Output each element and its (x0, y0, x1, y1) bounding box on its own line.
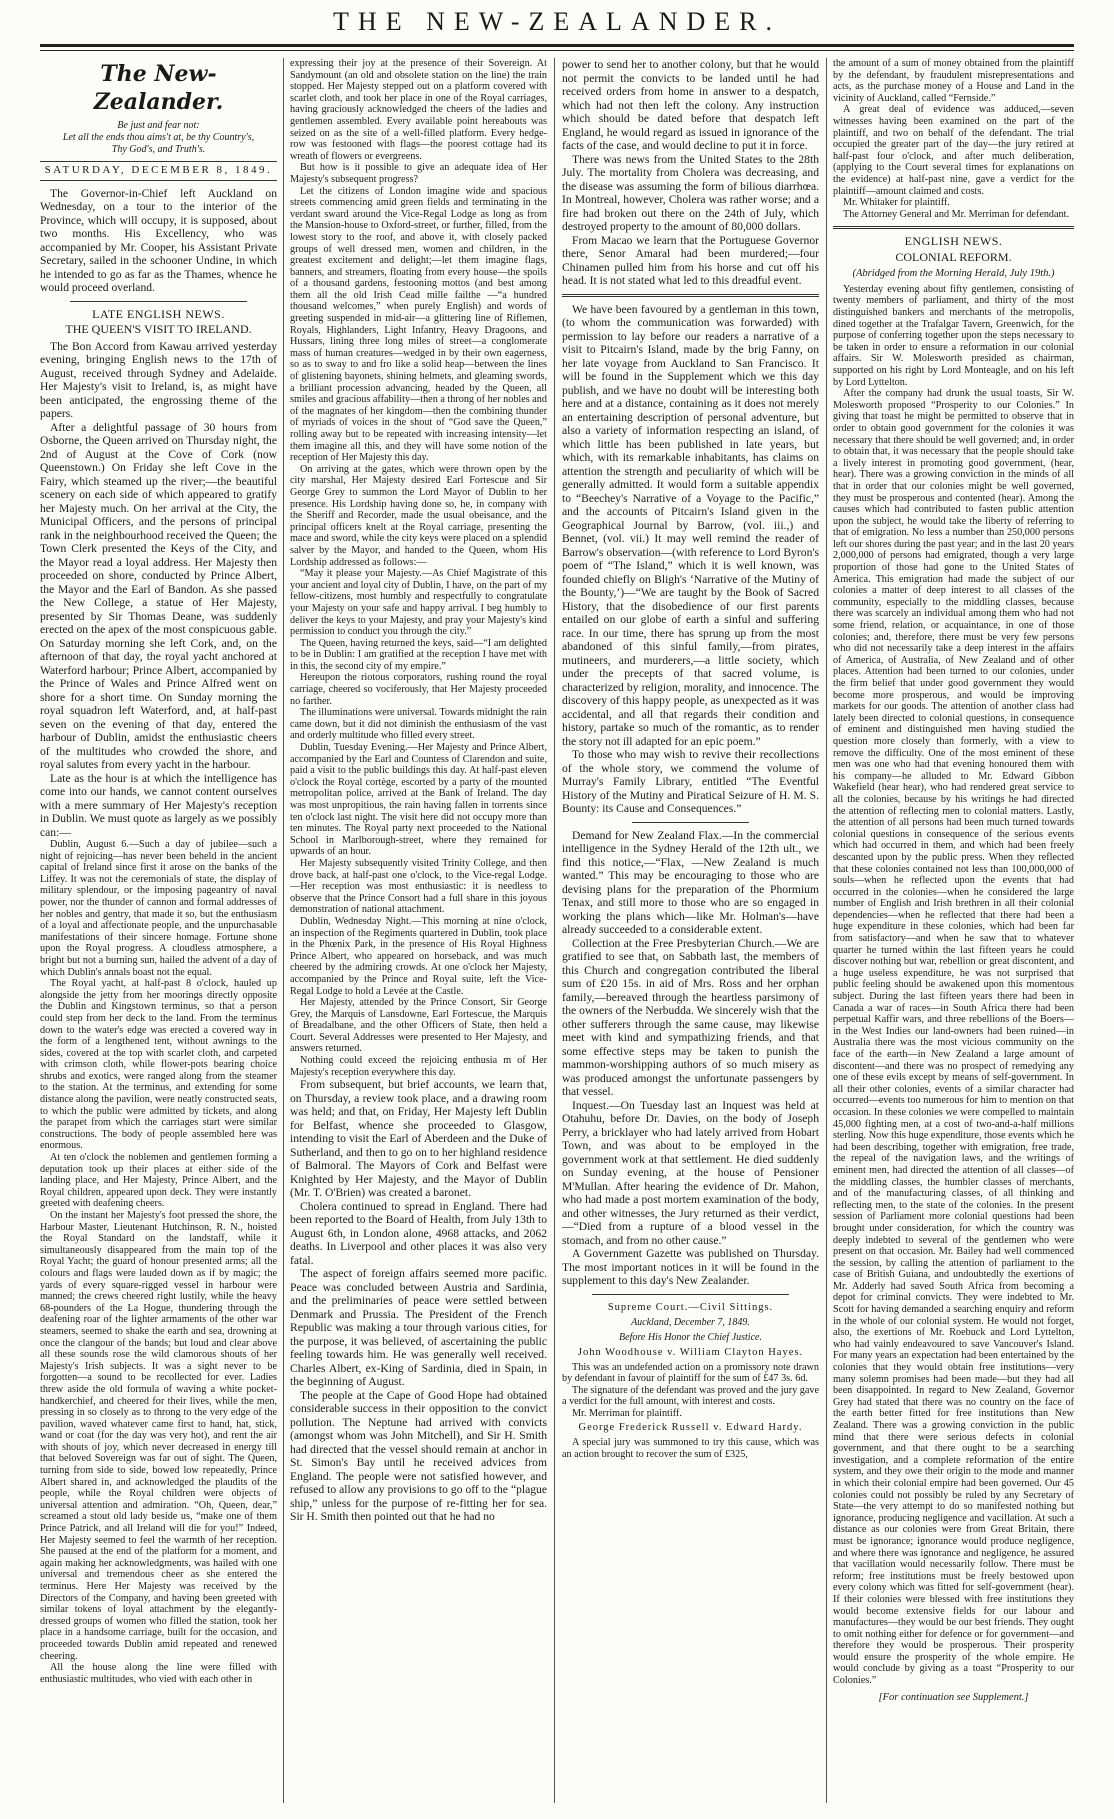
article-paragraph: There was news from the United States to the 28th July. The mortality from Cholera was decreasing, and the disease was assuming the form of bilious diarrhœa. In Montreal, however, Cholera was rather worse; and a fire had broken out there on the 24th of July, which destroyed property to the amount of 80,000 dollars. (562, 152, 819, 233)
masthead: The New-Zealander. (93, 61, 224, 115)
heading-english-news: ENGLISH NEWS. (904, 234, 1003, 249)
case-paragraph: Mr. Whitaker for plaintiff. (843, 197, 950, 209)
heading-late-english-news: LATE ENGLISH NEWS. (92, 306, 225, 321)
article-paragraph: After the company had drunk the usual toasts, Sir W. Molesworth proposed “Prosperity to our Colonies.” In giving that toast he might be permitted to observe that in order to obtain good government for the colonies it was necessary that there should be well governed; and, in order to obtain that, it was necessary that the people should take a lively interest in promoting good government, (hear, hear). There was a growing conviction in the minds of all that in order that our colonies might be well governed, they must be prosperous and contented (hear). Among the causes which had contributed to fasten public attention upon the subject, he would take the liberty of referring to that of emigration. No less a number than 250,000 persons left our shores during the past year; and in the last 20 years 2,000,000 of persons had emigrated, though a very large proportion of those had gone to the United States of America. This emigration had made the subject of our colonies a matter of deep interest to all classes of the community, especially to the middling classes, because there was scarcely an individual among them who had not some friend, relation, or acquaintance, in one of those colonies; and, therefore, there must be very few persons who did not necessarily take a deep interest in the affairs of America, of Australia, of New Zealand and of other places. Attention had been turned to our colonies, under the firm belief that under good government they would become more prosperous, and would be improving markets for our goods. The attention of another class had lately been directed to colonial questions, in consequence of eminent and distinguished men having studied the question more closely than formerly, with a view to remove the difficulty. One of the most eminent of these men was one who had that evening honoured them with his company—he alluded to Mr. Edward Gibbon Wakefield (hear hear), who had rendered great service to all the colonies, because by his writings he had directed the attention of reflecting men to colonial matters. Lastly, the attention of all persons had been much turned towards colonial questions in consequence of the serious events which had occurred in them, and which had been freely descanted upon by the public press. When they reflected that these colonies contained not less than 100,000,000 of souls—when he reflected upon the events that had occurred in the colonies—when he considered the large number of English and Irish brethren in all their colonial dependencies—when he reflected that there had been a huge expenditure in these colonies, which had been far from satisfactory—and when he saw that to whatever quarter he turned within the last fifteen years he could discover nothing but war, rebellion or great discontent, and a huge useless expenditure, he was not surprised that public feeling should be awakened upon this momentous subject. During the last fifteen years there had been in Canada a war of races—in South Africa there had been perpetual Kaffir wars, and three rebellions of the Boers—in the West Indies our land-owners had been ruined—in Australia there was the most vicious community on the face of the earth—in New Zealand a large amount of discontent—and there was no prospect of remedying any one of these evils except by means of self-government. In all their other colonies, events of a similar character had occurred—events too numerous for him to mention on that occasion. In these colonies we were compelled to maintain 45,000 fighting men, at a cost of two-and-a-half millions sterling. Now this huge expenditure, those events which he had been describing, together with emigration, free trade, the repeal of the navigation laws, and the writings of eminent men, had directed the attention of all classes—of the middling classes, the humbler classes of merchants, and of the manufacturing classes, of all thinking and reflecting men, to the state of the colonies. In the present session of Parliament more colonial questions had been brought under consideration, for which the country was deeply indebted to several of the gentlemen who were present on that occasion. Mr. Bailey had well commenced the session, by calling the attention of parliament to the case of British Guiana, and undoubtedly the exertions of Mr. Adderly had saved South Africa from becoming a depot for criminal convicts. They were indebted to Mr. Scott for having demanded a searching enquiry and reform in the whole of our colonial system. He would not forget, also, the exertions of Mr. Roebuck and Lord Lyttelton, who had vainly endeavoured to save Vancouver's Island. For many years an expectation had been entertained by the colonies that they would obtain free institutions—very many solemn promises had been made—but they had all been disappointed. In regard to New Zealand, Governor Grey had stated that there was no country on the face of the earth better fitted for free institutions than New Zealand. There was a growing conviction in the public mind that there were serious defects in colonial government, and that there ought to be a searching investigation, and a complete reformation of the entire system, and they owe their origin to the mode and manner in which their colonial empire had been governed. Our 45 colonies could not possibly be ruled by any Secretary of State—the very attempt to do so manifested nothing but ignorance, producing negligence and vacillation. At such a distance as our colonies were from Great Britain, there must be ignorance; ignorance would produce negligence, and where there was ignorance and negligence, he assured that vacillation would necessarily follow. There must be reform; free institutions must be freely bestowed upon every colony which was fitted for self-government (hear). If their colonies were blessed with free institutions they would become extensive fields for our labour and manufactures—they would be our best friends. They ought to omit nothing either for defence or for government—and therefore they would be prosperous. Their prosperity would ensure the prosperity of the whole empire. He would conclude by giving as a toast “Prosperity to our Colonies.” (833, 388, 1074, 1687)
subheading-colonial-reform: COLONIAL REFORM. (895, 249, 1012, 264)
quoted-paragraph: Hereupon the riotous corporators, rushing round the royal carriage, cheered so vociferously, that Her Majesty proceeded no farther. (290, 672, 547, 707)
motto-line: Let all the ends thou aims't at, be thy Country's, (62, 132, 255, 143)
quoted-paragraph: Dublin, August 6.—Such a day of jubilee—such a night of rejoicing—has never been beheld in the ancient capital of Ireland since first it arose on the banks of the Liffey. It was not the ceremonials of state, the display of military splendour, or the imposing pageantry of naval power, nor the thunder of cannon and formal addresses of her nobles and gentry, that made it so, but the enthusiasm of a loyal and affectionate people, and the unpurchasable manifestations of their sincere homage. Fortune shone upon the Royal progress. A cloudless atmosphere, a bright but not a burning sun, hailed the advent of a day of which Dublin's annals boast not the equal. (40, 839, 277, 978)
quoted-paragraph: At ten o'clock the noblemen and gentlemen forming a deputation took up their places at either side of the landing place, and Her Majesty, Prince Albert, and the Royal children, appeared upon deck. They were instantly greeted with deafening cheers. (40, 1152, 277, 1210)
quoted-paragraph: expressing their joy at the presence of their Sovereign. At Sandymount (an old and obsolete station on the line) the train stopped. Her Majesty stepped out on a platform covered with scarlet cloth, and took her place in one of the Royal carriages, having graciously acknowledged the cheers of the ladies and gentlemen assembled. Every available point hereabouts was seized on as the site of a well-filled platform. Every hedge-row was festooned with flags—the poorest cottage had its wreath of flowers or evergreens. (290, 58, 547, 162)
motto-line: Be just and fear not: (117, 120, 200, 131)
article-paragraph: Cholera continued to spread in England. There had been reported to the Board of Health, from July 13th to August 6th, in London alone, 4968 attacks, and 2062 deaths. In Liverpool and other places it was also very fatal. (290, 1199, 547, 1267)
subheading-queens-visit: THE QUEEN'S VISIT TO IRELAND. (65, 322, 252, 336)
quoted-paragraph: But how is it possible to give an adequate idea of Her Majesty's subsequent progress? (290, 162, 547, 185)
case-paragraph: A great deal of evidence was adduced,—seven witnesses having been examined on the part of the plaintiff, and two on behalf of the defendant. The trial occupied the greater part of the day—the jury retired at half-past four o'clock, and after much deliberation, (applying to the Court several times for explanations on the evidence) at half-past nine, gave a verdict for the plaintiff—amount claimed and costs. (833, 104, 1074, 197)
court-judge: Before His Honor the Chief Justice. (619, 1331, 762, 1343)
article-paragraph: To those who may wish to revive their recollections of the whole story, we commend the volume of Murray's Family Library, entitled “The Eventful History of the Mutiny and Piratical Seizure of H. M. S. Bounty: its Cause and Consequences.” (562, 748, 819, 815)
quoted-paragraph: On the instant her Majesty's foot pressed the shore, the Harbour Master, Lieutenant Hutchinson, R. N., hoisted the Royal Standard on the landstaff, while it simultaneously disappeared from the main top of the Royal Yacht; the guard of honour presented arms; all the colours and flags were lauded down as if by magic; the yards of every square-rigged vessel in harbour were manned; the crews cheered right lustily, while the heavy 68-pounders of the La Hogue, thundering through the deafening roar of the lighter armaments of the other war steamers, seemed to shake the earth and sea, drowning at once the clangour of the bands; but loud and clear above all these sounds rose the wild clamorous shouts of her Majesty's Irish subjects. It was a sight never to be forgotten—a sound to be recollected for ever. Ladies threw aside the old formula of waving a white pocket-handkerchief, and cheered for their lives, while the men, pressing in so closely as to throng to the very edge of the pavilion, waved whatever came first to hand, hat, stick, wand or coat (for the day was very hot), and rent the air with shouts of joy, which never decreased in energy till that beloved Sovereign was far out of sight. The Queen, turning from side to side, bowed low repeatedly, Prince Albert shared in, and acknowledged the plaudits of the people, while the Royal children were objects of universal attention and admiration. “Oh, Queen, dear,” screamed a stout old lady beside us, “make one of them Prince Patrick, and all Ireland will die for you!” Indeed, Her Majesty seemed to feel the warmth of her reception. She paused at the end of the platform for a moment, and again making her acknowledgments, was hailed with one universal and tremendous cheer as she entered the terminus. Here Her Majesty was received by the Directors of the Company, and having been greeted with similar tokens of loyal attachment by the elegantly-dressed groups of women who filled the station, took her place in a handsome carriage, built for the occasion, and proceeded towards Dublin amid repeated and renewed cheering. (40, 1210, 277, 1662)
article-inquest: Inquest.—On Tuesday last an Inquest was held at Otahuhu, before Dr. Davies, on the body of Joseph Perry, a bricklayer who had lately arrived from Hobart Town, and was about to be employed in the government work at that settlement. He died suddenly on Sunday evening, at the house of Pensioner M'Mullan. After hearing the evidence of Dr. Mahon, who had made a post mortem examination of the body, and other witnesses, the Jury returned as their verdict,—“Died from a rupture of a blood vessel in the stomach, and from no other cause.” (562, 1098, 819, 1247)
article-pitcairn: We have been favoured by a gentleman in this town, (to whom the communication was forwarded) with permission to lay before our readers a narrative of a visit to Pitcairn's Island, made by the brig Fanny, on her late voyage from Auckland to San Francisco. It will be found in the Supplement which we this day publish, and we have no doubt will be interesting both here and at a distance, containing as it does not merely an entertaining description of personal adventure, but also a variety of information respecting an island, of which little has been published in late years, but which, with its remarkable inhabitants, has claims on attention the strength and peculiarity of which will be generally admitted. It would form a suitable appendix to “Beechey's Narrative of a Voyage to the Pacific,” and the accounts of Pitcairn's Island given in the Geographical Journal by Barrow, (vol. iii.,) and Bennet, (vol. vii.) It may well remind the reader of Barrow's observation—(with reference to Lord Byron's poem of “The Island,” which it is well known, was founded chiefly on Bligh's ‘Narrative of the Mutiny of the Bounty,’)—“We are taught by the Book of Sacred History, that the disobedience of our first parents entailed on our globe of earth a sinful and suffering race. In our time, there has sprung up from the most abandoned of this sinful family,—from pirates, mutineers, and murderers,—a little society, which under the precepts of that sacred volume, is characterized by religion, morality, and innocence. The discovery of this happy people, as unexpected as it was accidental, and all that regards their condition and history, partake so much of the romantic, as to render the story not ill adapted for an epic poem.” (562, 302, 819, 748)
case-paragraph: This was an undefended action on a promissory note drawn by defendant in favour of plaintiff for the sum of £47 3s. 6d. (562, 1361, 819, 1385)
quoted-paragraph: Dublin, Tuesday Evening.—Her Majesty and Prince Albert, accompanied by the Earl and Countess of Clarendon and suite, paid a visit to the public buildings this day. At half-past eleven o'clock the Royal cortège, escorted by a party of the mounted metropolitan police, arrived at the Bank of Ireland. The day was most unpropitious, the rain having fallen in torrents since ten o'clock last night. The visit here did not occupy more than ten minutes. The Royal party next proceeded to the National School in Marlborough-street, where they remained for upwards of an hour. (290, 742, 547, 858)
article-paragraph: From Macao we learn that the Portuguese Governor there, Senor Amaral had been murdered;—four Chinamen pulled him from his horse and cut off his head. It is not stated what led to this dreadful event. (562, 233, 819, 287)
header-rule-thin (40, 50, 1074, 51)
article-paragraph: The aspect of foreign affairs seemed more pacific. Peace was concluded between Austria and Sardinia, and the preliminaries of peace were settled between Denmark and Prussia. The President of the French Republic was making a tour through various cities, for the purpose, it was believed, of ascertaining the public feeling towards him. He was generally well received. Charles Albert, ex-King of Sardinia, died in Spain, in the beginning of August. (290, 1267, 547, 1389)
article-paragraph: Yesterday evening about fifty gentlemen, consisting of twenty members of parliament, and thirty of the most distinguished bankers and merchants of the metropolis, dined together at the Trafalgar Tavern, Greenwich, for the purpose of conferring together upon the steps necessary to be taken in order to ensure a reformation in our colonial affairs. Sir W. Molesworth presided as chairman, supported on his right by Lord Monteagle, and on his left by Lord Lyttelton. (833, 283, 1074, 388)
quoted-paragraph: The Royal yacht, at half-past 8 o'clock, hauled up alongside the jetty from her moorings directly opposite the Dublin and Kingstown terminus, so that a person could step from her deck to the land. From the terminus down to the water's edge was erected a covered way in the form of a lengthened tent, without awnings to the sides, covered at the top with scarlet cloth, and carpeted with crimson cloth, while flower-pots bearing choice shrubs and exotics, were ranged along from the steamer to the station. At the terminus, and extending for some distance along the pavilion, were neatly constructed seats, to which the public were admitted by tickets, and along the parapet from which the carriages start were similar constructions. The body of people assembled here was enormous. (40, 978, 277, 1152)
column-1 (40, 58, 277, 1803)
case-paragraph: The signature of the defendant was proved and the jury gave a verdict for the full amount, with interest and costs. (562, 1384, 819, 1408)
header-rule-thick (40, 44, 1074, 47)
case-paragraph: the amount of a sum of money obtained from the plaintiff by the defendant, by fraudulent misrepresentations and acts, as the purchase money of a House and Land in the vicinity of Auckland, called “Fernside.” (833, 58, 1074, 104)
article-paragraph: Late as the hour is at which the intelligence has come into our hands, we cannot content ourselves with a mere summary of Her Majesty's reception in Dublin. We must quote as largely as we possibly can:— (40, 771, 277, 839)
case-title: John Woodhouse v. William Clayton Hayes. (577, 1347, 804, 1358)
case-paragraph: A special jury was summoned to try this cause, which was an action brought to recover the sum of £325, (562, 1436, 819, 1460)
quoted-paragraph: The Queen, having returned the keys, said—“I am delighted to be in Dublin: I am gratified at the reception I have met with in this, the second city of my empire.” (290, 637, 547, 672)
quoted-paragraph: Nothing could exceed the rejoicing enthusia m of Her Majesty's reception everywhere this day. (290, 1055, 547, 1078)
motto-line: Thy God's, and Truth's. (111, 144, 206, 155)
section-divider (592, 1294, 789, 1295)
quoted-paragraph: Dublin, Wednesday Night.—This morning at nine o'clock, an inspection of the Regiments quartered in Dublin, took place in the Phœnix Park, in the presence of His Royal Highness Prince Albert, who appeared on horseback, and was much cheered by the admiring crowds. At one o'clock her Majesty, accompanied by the Prince and Royal suite, left the Vice-Regal Lodge to hold a Levée at the Castle. (290, 915, 547, 997)
article-gazette: A Government Gazette was published on Thursday. The most important notices in it will be found in the supplement to this day's New Zealander. (562, 1247, 819, 1287)
court-date: Auckland, December 7, 1849. (631, 1317, 750, 1328)
quoted-paragraph: All the house along the line were filled with enthusiastic multitudes, who vied with each other in (40, 1662, 277, 1685)
section-divider (833, 226, 1074, 229)
column-divider-1 (283, 58, 284, 1803)
quoted-paragraph: Her Majesty subsequently visited Trinity College, and then drove back, at half-past one o'clock, to the Vice-regal Lodge.—Her reception was most enthusiastic: it is needless to observe that the Prince Consort had a full share in this joyous demonstration of national attachment. (290, 857, 547, 916)
quoted-paragraph: “May it please your Majesty.—As Chief Magistrate of this your ancient and loyal city of Dublin, I have, on the part of my fellow-citizens, most humbly and respectfully to congratulate your Majesty on your safe and happy arrival. I beg humbly to deliver the keys to your Majesty, and pray your Majesty's kind permission to conduct you through the city.” (290, 568, 547, 638)
dateline: SATURDAY, DECEMBER 8, 1849. (40, 161, 277, 181)
column-divider-3 (826, 58, 827, 1803)
article-paragraph: The people at the Cape of Good Hope had obtained considerable success in their opposition to the convict pollution. The Neptune had arrived with convicts (amongst whom was John Mitchell), and Sir H. Smith had directed that the vessel should remain at anchor in St. Simon's Bay until he received advices from England. The people were not satisfied however, and refused to allow any provisions to go off to the “plague ship,” unless for the purpose of re-fitting her for sea. Sir H. Smith then pointed out that he had no (290, 1388, 547, 1524)
quoted-paragraph: On arriving at the gates, which were thrown open by the city marshal, Her Majesty desired Earl Fortescue and Sir George Grey to summon the Lord Mayor of Dublin to her presence. His Lordship having done so, he, in company with the Sheriff and Recorder, made the usual obeisance, and the principal officers knelt at the Royal carriage, presenting the mace and sword, while the city keys were placed on a splendid salver by the Mayor, and handed to the Queen, whom His Lordship addressed as follows:— (290, 463, 547, 568)
article-paragraph: The Bon Accord from Kawau arrived yesterday evening, bringing English news to the 17th of August, received through Sydney and Adelaide. Her Majesty's visit to Ireland, is, as might have been anticipated, the engrossing theme of the papers. (40, 339, 277, 420)
source-note: (Abridged from the Morning Herald, July 19th.) (852, 268, 1055, 280)
article-governor: The Governor-in-Chief left Auckland on Wednesday, on a tour to the interior of the Province, which will occupy, it is supposed, about two months. His Excellency, who was accompanied by Mr. Cooper, his Assistant Private Secretary, sailed in the schooner Undine, in which he intended to go as far as the Thames, whence he would proceed overland. (40, 186, 277, 294)
article-paragraph: After a delightful passage of 30 hours from Osborne, the Queen arrived on Thursday night, the 2nd of August at the Cove of Cork (now Queenstown.) On Friday she left Cove in the Fairy, which steamed up the river;—the beautiful scenery on each side of which appeared to gratify her Majesty much. On her arrival at the City, the Municipal Officers, and the persons of principal rank in the neighbourhood received the Queen; the Town Clerk presented the Keys of the City, and the Mayor read a loyal address. Her Majesty then proceeded on shore, conducted by Prince Albert, the Mayor and the Earl of Bandon. As she passed the New College, a statue of Her Majesty, presented by Sir Thomas Deane, was suddenly erected on the apex of the most conspicuous gable. On Saturday morning she left Cork, and, on the afternoon of that day, the royal yacht anchored at Waterford harbour; Prince Albert, accompanied by the Prince of Wales and Prince Alfred went on shore for a short time. On Sunday morning the royal squadron left Waterford, and, at half-past seven on the evening of that day, entered the harbour of Dublin, amidst the enthusiastic cheers of the multitudes who crowded the shore, and royal salutes from every yacht in the harbour. (40, 420, 277, 771)
article-paragraph: From subsequent, but brief accounts, we learn that, on Thursday, a review took place, and a drawing room was held; and that, on Friday, Her Majesty left Dublin for Belfast, whence she proceeded to Glasgow, intending to visit the Earl of Aberdeen and the Duke of Sutherland, and then to go on to her highland residence of Balmoral. The Mayors of Cork and Belfast were Knighted by Her Majesty, and the Mayor of Dublin (Mr. T. O'Brien) was created a baronet. (290, 1078, 547, 1200)
newspaper-title: THE NEW-ZEALANDER. (333, 7, 781, 36)
column-2 (290, 58, 547, 1803)
article-paragraph: power to send her to another colony, but that he would not permit the convicts to be landed until he had received orders from home in answer to a despatch, which had not then left the colony. Any instruction which should be dated before that despatch left England, he would regard as issued in ignorance of the facts of the case, and would decline to put it in force. (562, 58, 819, 152)
article-flax: Demand for New Zealand Flax.—In the commercial intelligence in the Sydney Herald of the 12th ult., we find this notice,—“Flax, —New Zealand is much wanted.” This may be encouraging to those who are devising plans for the preparation of the Phormium Tenax, and still more to those who are so engaged in working the plans which—like Mr. Holman's—have already succeeded to a considerable extent. (562, 828, 819, 936)
court-heading: Supreme Court.—Civil Sittings. (607, 1301, 774, 1313)
section-divider (562, 294, 819, 297)
column-3 (562, 58, 819, 1803)
quoted-paragraph: Her Majesty, attended by the Prince Consort, Sir George Grey, the Marquis of Lansdowne, Earl Fortescue, the Marquis of Breadalbane, and the other Officers of State, then held a Court. Several Addresses were presented to Her Majesty, and answers returned. (290, 997, 547, 1055)
article-collection: Collection at the Free Presbyterian Church.—We are gratified to see that, on Sabbath last, the members of this Church and congregation contributed the liberal sum of £20 15s. in aid of Mrs. Ross and her orphan family,—bereaved through the heartless parsimony of the owners of the Nerbudda. We sincerely wish that the other sufferers through the same cause, may likewise meet with kind and sympathizing friends, and that some effective steps may be taken to punish the mammon-worshipping authors of so much misery as was produced amongst the unfortunate passengers by that vessel. (562, 936, 819, 1098)
continuation-note: [For continuation see Supplement.] (878, 1691, 1029, 1703)
quoted-paragraph: The illuminations were universal. Towards midnight the rain came down, but it did not diminish the enthusiasm of the vast and orderly multitude who filled every street. (290, 707, 547, 742)
page-header (40, 4, 1074, 44)
case-paragraph: The Attorney General and Mr. Merriman for defendant. (843, 208, 1070, 220)
column-divider-2 (554, 58, 555, 1803)
case-paragraph: Mr. Merriman for plaintiff. (572, 1407, 682, 1419)
quoted-paragraph: Let the citizens of London imagine wide and spacious streets commencing amid green fields and terminating in the verdant sward around the Vice-Regal Lodge as long as from the Mansion-house to Oxford-street, or further, filled, from the lowest story to the roof, and above it, with closely packed groups of well dressed men, women and children, in the greatest excitement and delight;—let them imagine flags, banners, and streamers, floating from every house—the spoils of a thousand gardens, festooning mottos (and best among them all the old Irish Cead mille failthe —“a hundred thousand welcomes,” when purely English) and words of greeting suspended in mid-air—a glittering line of Riflemen, Royals, Highlanders, Light Infantry, Heavy Dragoons, and Hussars, lining three long miles of street—a conglomerate mass of human creatures—wedged in by their own eagerness, so as to sway to and fro like a solid heap—between the lines of glistening bayonets, shining helmets, and gleaming swords, a brilliant procession advancing, headed by the Queen, all smiles and gracious affability—then a throng of her nobles and of the magnates of her kingdom—then the combining thunder of myriads of voices in the shout of “God save the Queen,” rolling away but to be repeated with increasing intensity—let them imagine all this, and they will have some notion of the reception of Her Majesty this day. (290, 185, 547, 464)
section-divider (70, 301, 247, 302)
column-4 (833, 58, 1074, 1803)
section-divider (632, 822, 749, 823)
case-title: George Frederick Russell v. Edward Hardy. (578, 1422, 803, 1434)
